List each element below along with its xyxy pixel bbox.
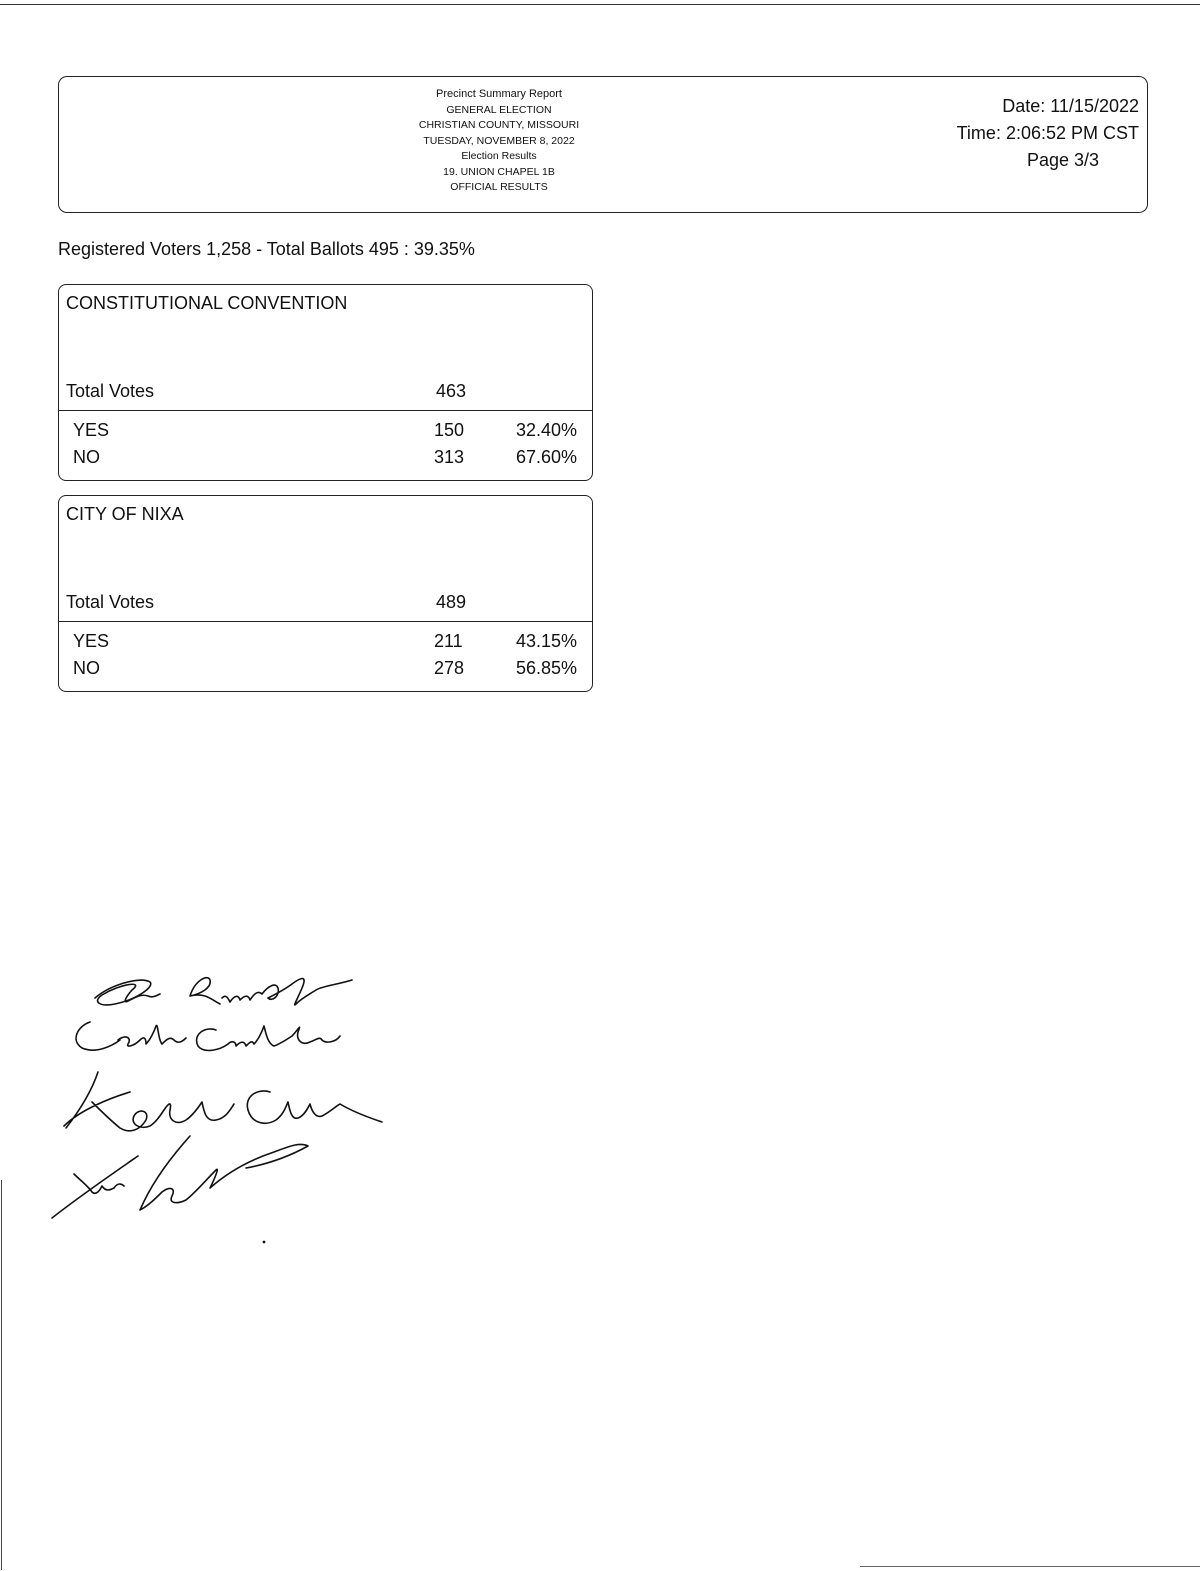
choice-row-yes	[73, 420, 577, 444]
report-time: Time: 2:06:52 PM CST	[956, 123, 1139, 143]
signature-4	[52, 1136, 308, 1218]
precinct-name: 19. UNION CHAPEL 1B	[443, 165, 555, 178]
handwritten-signatures	[40, 960, 400, 1260]
total-votes-value: 489	[436, 592, 467, 612]
contest-title: CONSTITUTIONAL CONVENTION	[66, 293, 348, 313]
report-title: Precinct Summary Report	[436, 88, 562, 100]
jurisdiction: CHRISTIAN COUNTY, MISSOURI	[418, 119, 580, 131]
registration-summary: Registered Voters 1,258 - Total Ballots 495 : 39.35%	[58, 239, 475, 259]
election-date: TUESDAY, NOVEMBER 8, 2022	[423, 134, 575, 147]
total-votes-label: Total Votes	[66, 592, 155, 612]
choice-votes: 278	[434, 658, 465, 678]
choice-percent: 32.40%	[515, 420, 577, 440]
contest-constitutional-convention	[58, 284, 593, 481]
choice-label: NO	[73, 658, 100, 678]
report-title-block	[399, 87, 599, 196]
choice-votes: 150	[434, 420, 465, 440]
contest-city-of-nixa	[58, 495, 593, 692]
page-number: Page 3/3	[1026, 150, 1099, 170]
report-header	[58, 76, 1148, 213]
signature-3	[64, 1072, 382, 1131]
scan-edge-left	[1, 1180, 2, 1570]
choice-row-yes	[73, 631, 577, 655]
choice-label: YES	[73, 420, 110, 440]
scan-edge-top	[0, 4, 1200, 5]
choice-row-no	[73, 447, 577, 471]
choice-votes: 211	[434, 631, 463, 651]
results-status: OFFICIAL RESULTS	[450, 181, 548, 193]
divider	[59, 410, 592, 411]
report-date: Date: 11/15/2022	[1002, 96, 1139, 116]
choice-votes: 313	[434, 447, 465, 467]
choice-percent: 43.15%	[515, 631, 577, 651]
choice-percent: 56.85%	[515, 658, 577, 678]
contest-title: CITY OF NIXA	[66, 504, 184, 524]
choice-row-no	[73, 658, 577, 682]
scan-edge-bottom	[860, 1566, 1200, 1567]
total-votes-label: Total Votes	[66, 381, 155, 401]
total-votes-value: 463	[436, 381, 467, 401]
ink-dot	[263, 1241, 266, 1244]
choice-label: NO	[73, 447, 100, 467]
signature-1	[95, 978, 352, 1005]
choice-percent: 67.60%	[515, 447, 577, 467]
choice-label: YES	[73, 631, 110, 651]
results-label: Election Results	[461, 150, 537, 162]
divider	[59, 621, 592, 622]
report-meta	[919, 93, 1139, 174]
election-name: GENERAL ELECTION	[446, 103, 552, 116]
signature-2	[76, 1022, 340, 1050]
